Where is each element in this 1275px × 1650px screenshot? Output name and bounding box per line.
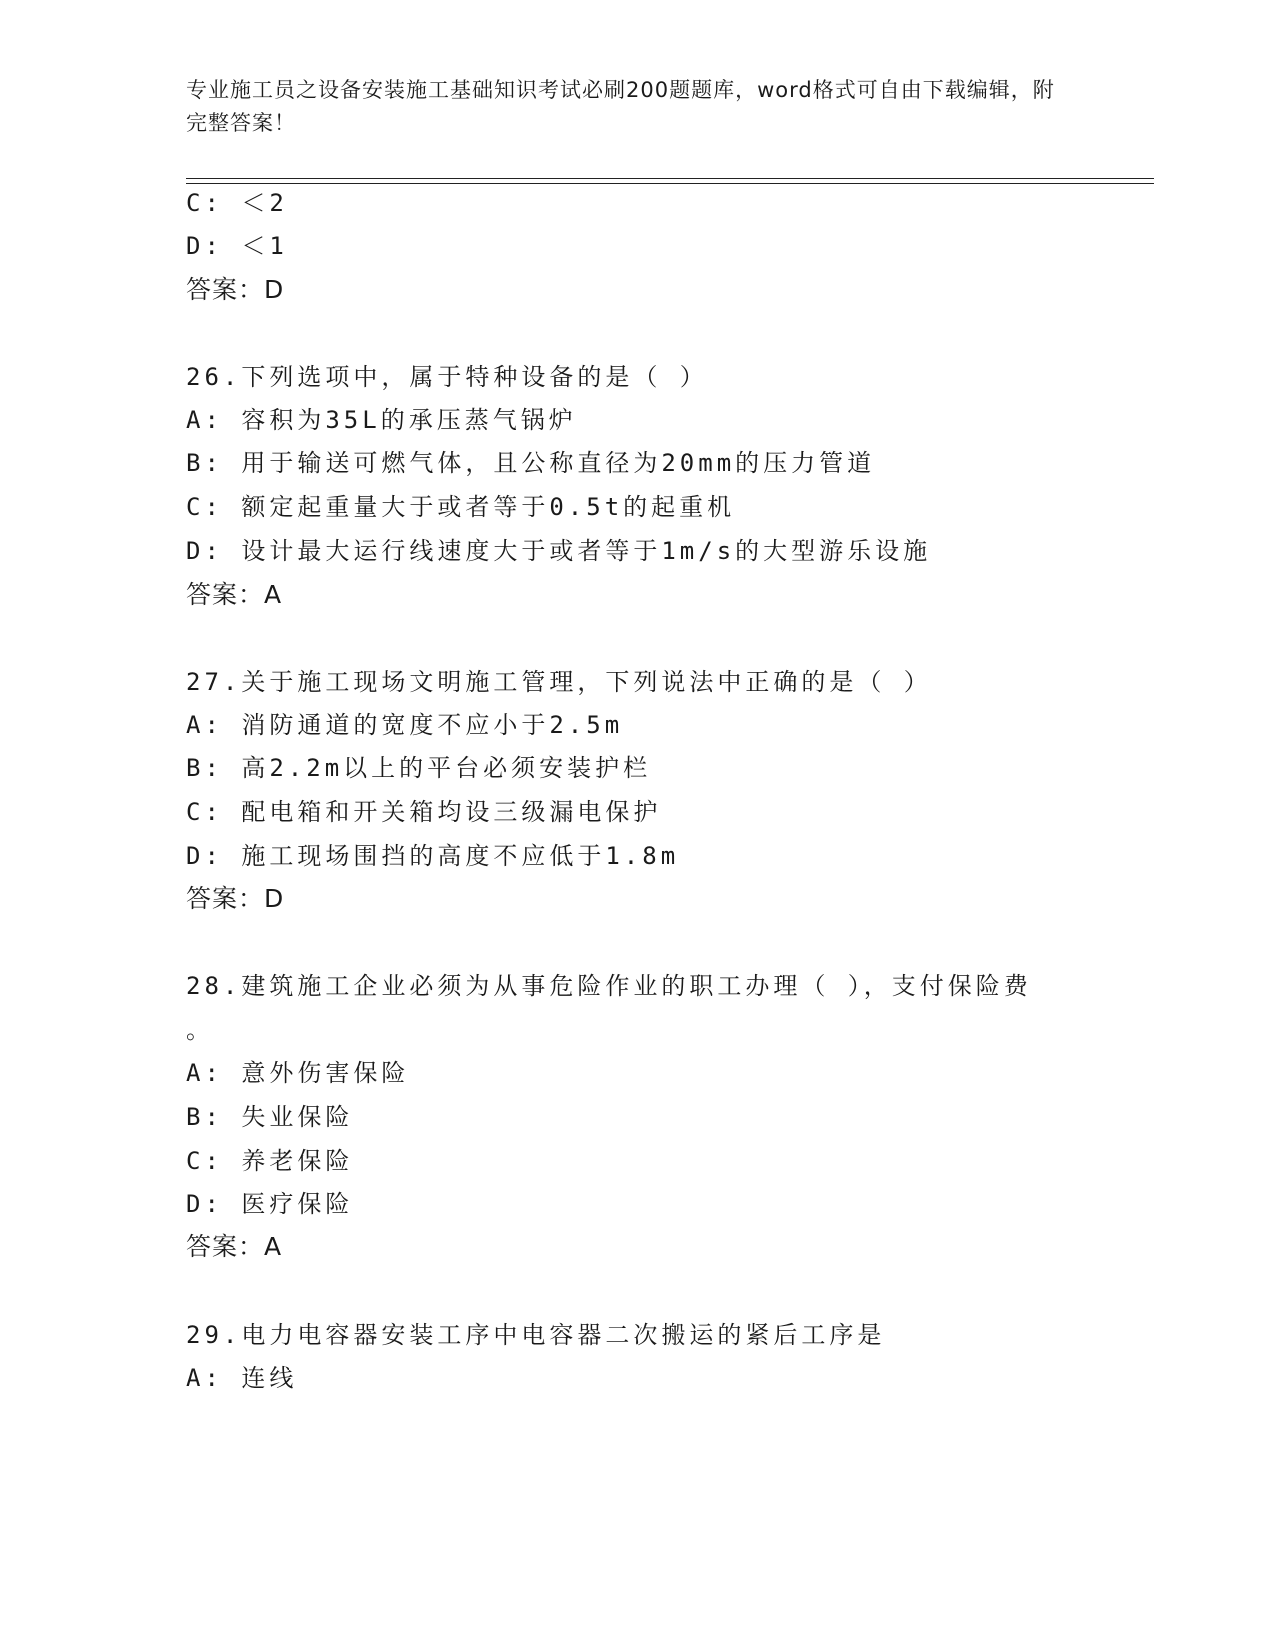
question-stem: 28.建筑施工企业必须为从事危险作业的职工办理（ ），支付保险费 [186, 972, 1032, 1000]
option-d: D: 医疗保险 [186, 1190, 354, 1218]
question-stem: 29.电力电容器安装工序中电容器二次搬运的紧后工序是 [186, 1321, 886, 1349]
header-rule-top [186, 178, 1154, 179]
question-stem: 27.关于施工现场文明施工管理，下列说法中正确的是（ ） [186, 668, 932, 696]
option-d: D: ＜1 [186, 232, 288, 260]
option-d: D: 施工现场围挡的高度不应低于1.8m [186, 842, 680, 870]
answer-line: 答案：A [186, 1232, 283, 1261]
answer-line: 答案：D [186, 884, 285, 913]
option-a: A: 连线 [186, 1364, 298, 1392]
option-a: A: 意外伤害保险 [186, 1059, 410, 1087]
option-b: B: 高2.2m以上的平台必须安装护栏 [186, 754, 652, 782]
option-a: A: 消防通道的宽度不应小于2.5m [186, 711, 624, 739]
option-c: C: 养老保险 [186, 1147, 354, 1175]
option-c: C: 额定起重量大于或者等于0.5t的起重机 [186, 493, 736, 521]
question-stem-continuation: 。 [186, 1016, 214, 1044]
option-c: C: 配电箱和开关箱均设三级漏电保护 [186, 798, 662, 826]
answer-line: 答案：A [186, 580, 283, 609]
option-c: C: ＜2 [186, 189, 288, 217]
option-b: B: 失业保险 [186, 1103, 354, 1131]
option-a: A: 容积为35L的承压蒸气锅炉 [186, 406, 577, 434]
option-d: D: 设计最大运行线速度大于或者等于1m/s的大型游乐设施 [186, 537, 932, 565]
header-rule-bottom [186, 183, 1154, 184]
option-b: B: 用于输送可燃气体，且公称直径为20mm的压力管道 [186, 449, 876, 477]
answer-line: 答案：D [186, 275, 285, 304]
document-header: 专业施工员之设备安装施工基础知识考试必刷200题题库，word格式可自由下载编辑，附完整答案！ [186, 78, 1055, 135]
question-stem: 26.下列选项中，属于特种设备的是（ ） [186, 363, 708, 391]
